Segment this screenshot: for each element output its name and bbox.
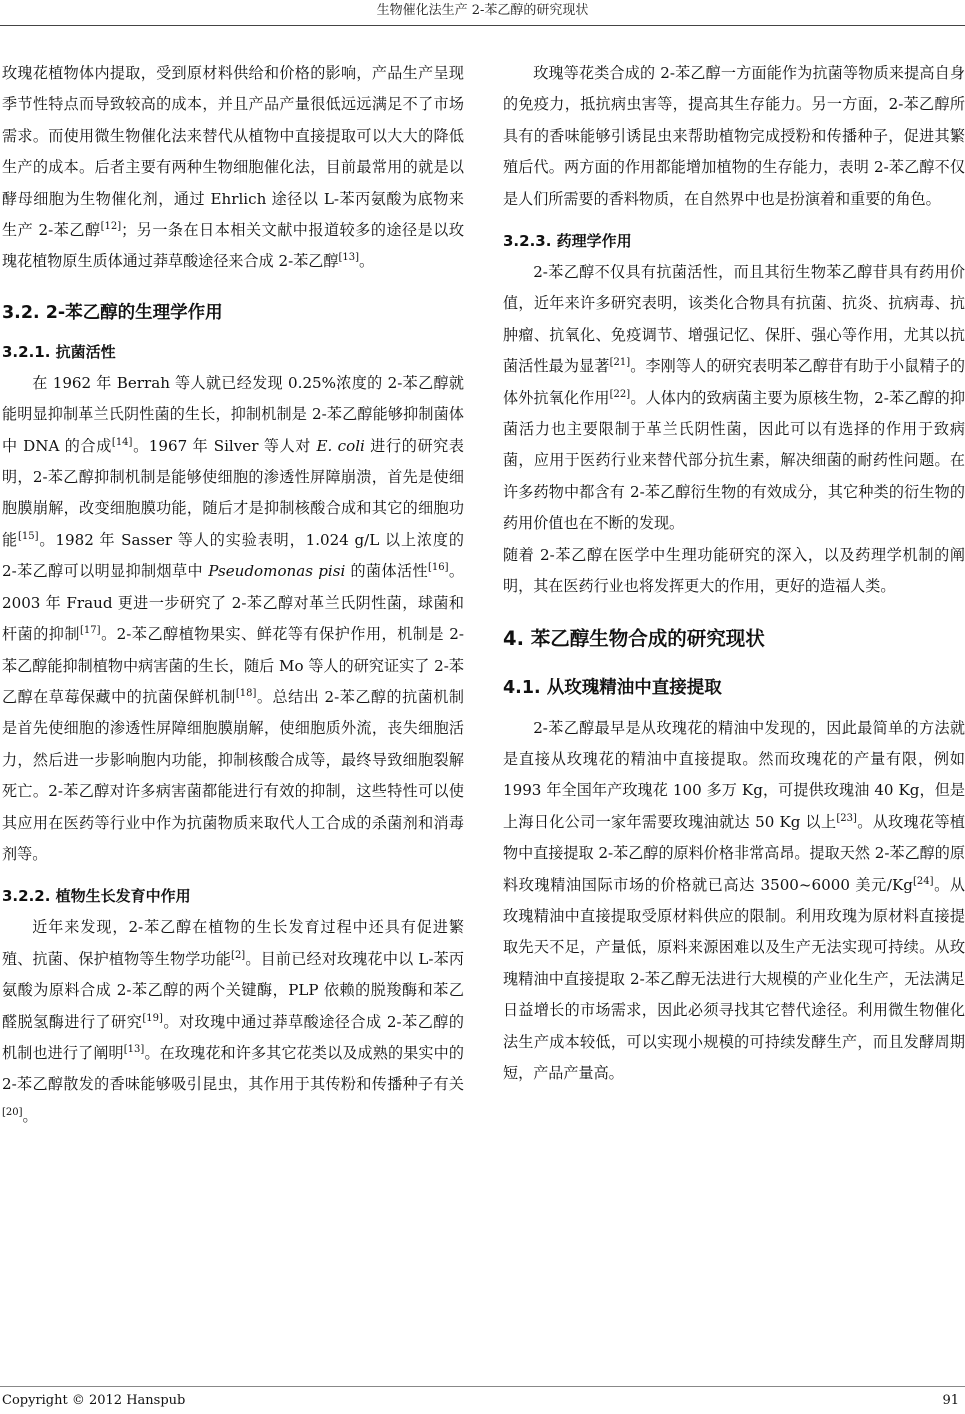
citation[interactable]: [17] (80, 625, 101, 637)
subsection-heading-3-2-2: 3.2.2. 植物生长发育中作用 (2, 887, 191, 906)
paragraph-intro: 玫瑰花植物体内提取，受到原材料供给和价格的影响，产品生产呈现季节性特点而导致较高的成本，并且产品产量很低远远满足不了市场需求。而使用微生物催化法来替代从植物中直接提取可以大大的降低生产的成本。后者主要有两种生物细胞催化法，目前最常用的就是以酵母细胞为生物催化剂，通过 Ehrlich 途径以 L-苯丙氨酸为底物来生产 2-苯乙醇[12]；另一条在日本相关文献中报道较多的途径是以玫瑰花植物原生质体通过莽草酸途径来合成 2-苯乙醇[13]。 (2, 64, 464, 271)
running-header: 生物催化法生产 2-苯乙醇的研究现状 (376, 3, 589, 18)
citation[interactable]: [21] (609, 357, 631, 369)
section-heading-3-2: 3.2. 2-苯乙醇的生理学作用 (2, 302, 223, 323)
paragraph-medicine-outlook: 随着 2-苯乙醇在医学中生理功能研究的深入，以及药理学机制的阐明，其在医药行业也将发挥更大的作用，更好的造福人类。 (503, 545, 965, 596)
citation[interactable]: [18] (235, 687, 257, 699)
citation[interactable]: [20] (2, 1106, 23, 1118)
citation[interactable]: [13] (338, 252, 360, 264)
paragraph-rose-oil-extraction: 2-苯乙醇最早是从玫瑰花的精油中发现的，因此最简单的方法就是直接从玫瑰花的精油中直接提取。然而玫瑰花的产量有限，例如 1993 年全国年产玫瑰花 100 多万 Kg，可提供玫瑰油 40 Kg，但是上海日化公司一家年需要玫瑰油就达 50 Kg 以上[23]。从玫瑰花等植物中直接提取 2-苯乙醇的原料价格非常高昂。提取天然 2-苯乙醇的原料玫瑰精油国际市场的价格就已高达 3500~6000 美元/Kg[24]。从玫瑰精油中直接提取受原材料供应的限制。利用玫瑰为原材料直接提取先天不足，产量低，原料来源困难以及生产无法实现可持续。从玫瑰精油中直接提取 2-苯乙醇无法进行大规模的产业化生产，无法满足日益增长的市场需求，因此必须寻找其它替代途径。利用微生物催化法生产成本较低，可以实现小规模的可持续发酵生产，而且发酵周期短，产品产量高。 (503, 718, 965, 1082)
right-column (503, 58, 965, 1089)
section-heading-4-1: 4.1. 从玫瑰精油中直接提取 (503, 677, 722, 698)
section-heading-4: 4. 苯乙醇生物合成的研究现状 (503, 626, 765, 650)
species-name: Pseudomonas pisi (208, 562, 346, 581)
page-number: 91 (942, 1393, 959, 1408)
footer-divider (0, 1386, 965, 1387)
citation[interactable]: [23] (836, 812, 857, 824)
citation[interactable]: [15] (17, 530, 39, 542)
paragraph-antibacterial: 在 1962 年 Berrah 等人就已经发现 0.25%浓度的 2-苯乙醇就能明显抑制革兰氏阴性菌的生长，抑制机制是 2-苯乙醇能够抑制菌体中 DNA 的合成[14]。1967 年 Silver 等人对 E. coli 进行的研究表明，2-苯乙醇抑制机制是能够使细胞的渗透性屏障崩溃，首先是使细胞膜崩解，改变细胞膜功能，随后才是抑制核酸合成和其它的细胞功能[15]。1982 年 Sasser 等人的实验表明，1.024 g/L 以上浓度的 2-苯乙醇可以明显抑制烟草中 Pseudomonas pisi 的菌体活性[16]。2003 年 Fraud 更进一步研究了 2-苯乙醇对革兰氏阴性菌，球菌和杆菌的抑制[17]。2-苯乙醇植物果实、鲜花等有保护作用，机制是 2-苯乙醇能抑制植物中病害菌的生长，随后 Mo 等人的研究证实了 2-苯乙醇在草莓保藏中的抗菌保鲜机制[18]。总结出 2-苯乙醇的抗菌机制是首先使细胞的渗透性屏障细胞膜崩解，使细胞质外流，丧失细胞活力，然后进一步影响胞内功能，抑制核酸合成等，最终导致细胞裂解死亡。2-苯乙醇对许多病害菌都能进行有效的抑制，这些特性可以使其应用在医药等行业中作为抗菌物质来取代人工合成的杀菌剂和消毒剂等。 (2, 373, 464, 863)
left-column (2, 58, 464, 1132)
subsection-heading-3-2-1: 3.2.1. 抗菌活性 (2, 342, 116, 361)
copyright-notice: Copyright © 2012 Hanspub (2, 1393, 186, 1408)
paragraph-plant-growth: 近年来发现，2-苯乙醇在植物的生长发育过程中还具有促进繁殖、抗菌、保护植物等生物学功能[2]。目前已经对玫瑰花中以 L-苯丙氨酸为原料合成 2-苯乙醇的两个关键酶，PLP 依赖的脱羧酶和苯乙醛脱氢酶进行了研究[19]。对玫瑰中通过莽草酸途径合成 2-苯乙醇的机制也进行了阐明[13]。在玫瑰花和许多其它花类以及成熟的果实中的 2-苯乙醇散发的香味能够吸引昆虫，其作用于其传粉和传播种子有关[20]。 (2, 918, 464, 1125)
species-name: E. coli (316, 436, 365, 455)
citation[interactable]: [16] (427, 562, 449, 574)
citation[interactable]: [13] (123, 1043, 145, 1055)
header-divider (0, 25, 965, 26)
citation[interactable]: [24] (912, 875, 934, 887)
paragraph-pharmacology: 2-苯乙醇不仅具有抗菌活性，而且其衍生物苯乙醇苷具有药用价值，近年来许多研究表明，该类化合物具有抗菌、抗炎、抗病毒、抗肿瘤、抗氧化、免疫调节、增强记忆、保肝、强心等作用，尤其以抗菌活性最为显著[21]。李刚等人的研究表明苯乙醇苷有助于小鼠精子的体外抗氧化作用[22]。人体内的致病菌主要为原核生物，2-苯乙醇的抑菌活力也主要限制于革兰氏阴性菌，因此可以有选择的作用于致病菌，应用于医药行业来替代部分抗生素，解决细菌的耐药性问题。在许多药物中都含有 2-苯乙醇衍生物的有效成分，其它种类的衍生物的药用价值也在不断的发现。 (503, 263, 965, 533)
citation[interactable]: [12] (100, 221, 122, 232)
citation[interactable]: [22] (609, 388, 631, 400)
subsection-heading-3-2-3: 3.2.3. 药理学作用 (503, 232, 632, 251)
citation[interactable]: [19] (142, 1012, 163, 1024)
citation[interactable]: [14] (111, 436, 133, 448)
paragraph-plant-function: 玫瑰等花类合成的 2-苯乙醇一方面能作为抗菌等物质来提高自身的免疫力，抵抗病虫害等，提高其生存能力。另一方面，2-苯乙醇所具有的香味能够引诱昆虫来帮助植物完成授粉和传播种子，促进其繁殖后代。两方面的作用都能增加植物的生存能力，表明 2-苯乙醇不仅是人们所需要的香料物质，在自然界中也是扮演着和重要的角色。 (503, 64, 965, 208)
citation[interactable]: [2] (231, 949, 246, 961)
